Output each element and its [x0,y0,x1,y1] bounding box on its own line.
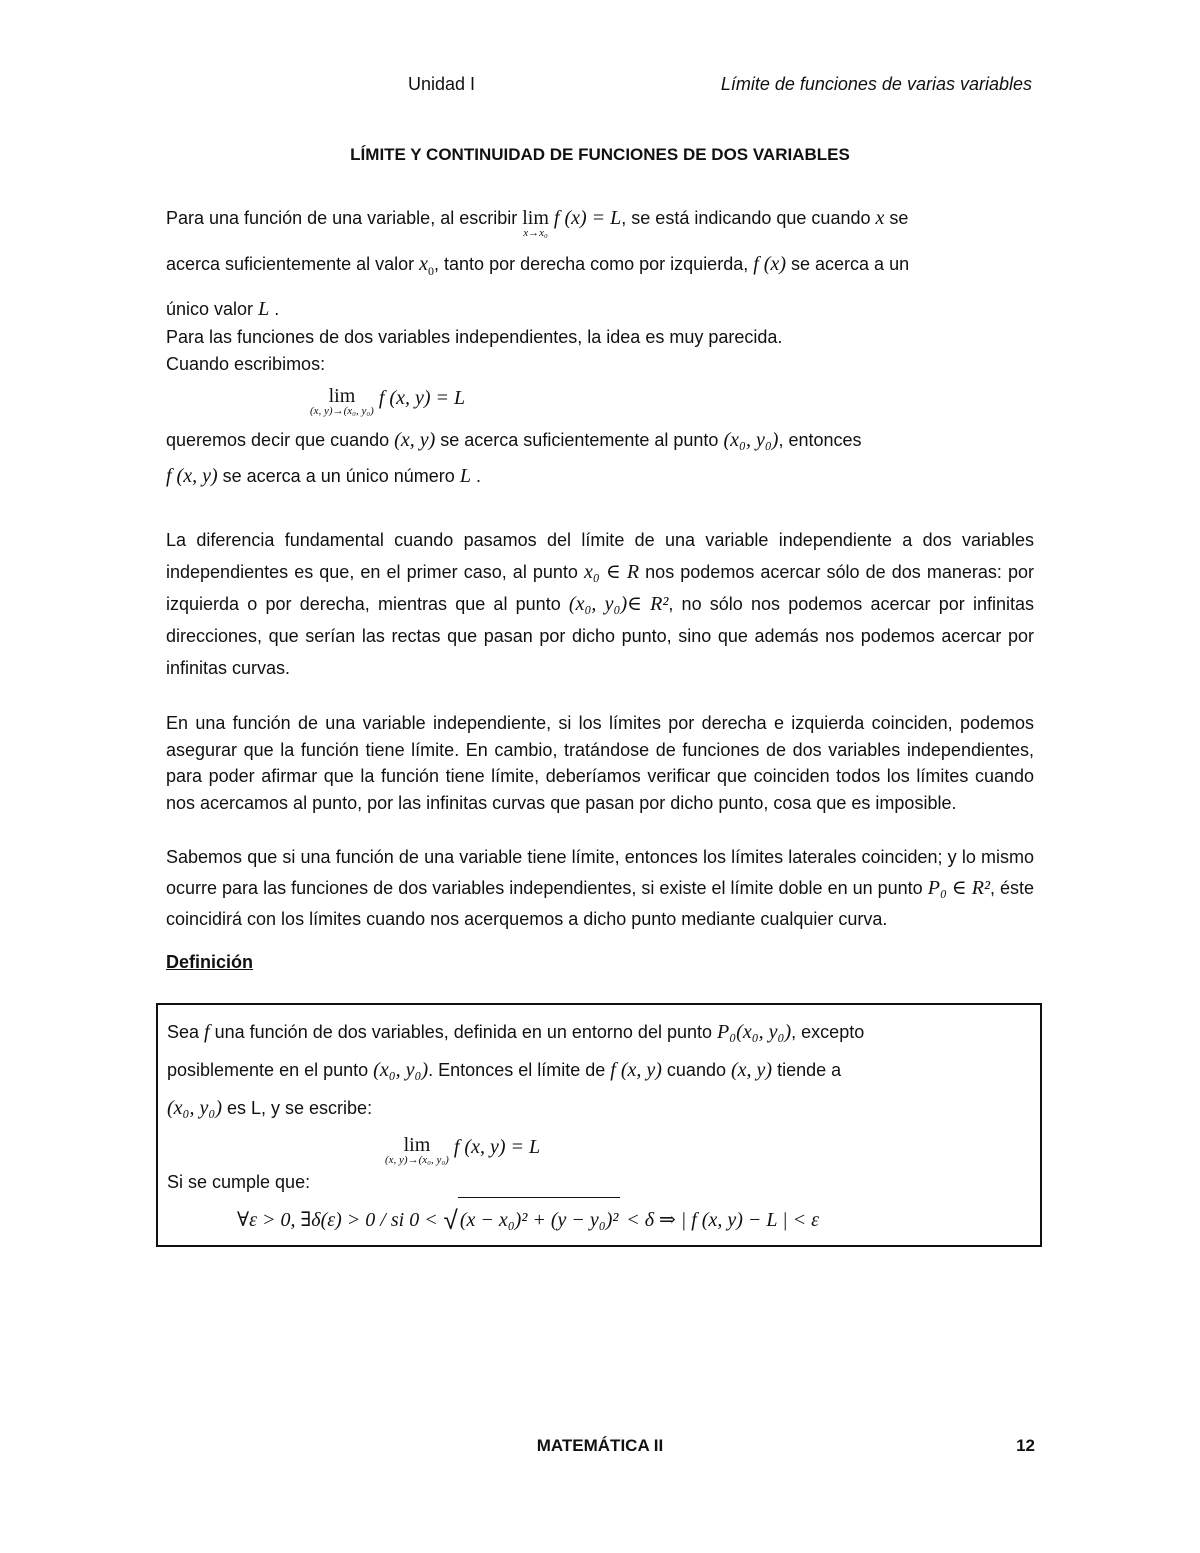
limit-expression: lim x→x₀ [522,207,549,239]
page-title: LÍMITE Y CONTINUIDAD DE FUNCIONES DE DOS VARIABLES [350,145,850,164]
definition-box [156,1003,1042,1247]
page-number: 12 [1016,1436,1035,1455]
epsilon-delta-formula: ∀ε > 0, ∃δ(ε) > 0 / si 0 < √ (x − x₀)² + (y − y₀)² < δ ⇒ | f (x, y) − L | < ε [167,1197,1032,1242]
paragraph-double-limit: Sabemos que si una función de una variable tiene límite, entonces los límites laterales coinciden; y lo mismo ocurre para las funciones de dos variables independientes, si existe el límite doble en un punto P₀ ∈ R², éste coincidirá con los límites cuando nos acerquemos a dicho punto mediante cualquier curva. [166,847,1034,929]
definition-formula: lim (x, y)→(x₀, y₀) f (x, y) = L [385,1134,541,1166]
header-topic: Límite de funciones de varias variables [720,74,1032,94]
paragraph-lateral-limits: En una función de una variable independiente, si los límites por derecha e izquierda coinciden, podemos asegurar que la función tiene límite. En cambio, tratándose de funciones de dos variables independientes, para poder afirmar que la función tiene límite, deberíamos verificar que coinciden todos los límites cuando nos acercamos al punto, por las infinitas curvas que pasan por dicho punto, cosa que es imposible. [166,713,1034,813]
footer-course: MATEMÁTICA II [536,1436,664,1455]
main-content [166,195,1034,976]
double-limit-formula: lim (x, y)→(x₀, y₀) f (x, y) = L [310,385,466,417]
definition-line-3: (x₀, y₀) es L, y se escribe: [167,1097,373,1119]
paragraph-difference: La diferencia fundamental cuando pasamos del límite de una variable independiente a dos variables independientes es que, en el primer caso, al punto x₀ ∈ R nos podemos acercar sólo de dos maneras: por izquierda o por derecha, mientras que al punto (x₀, y₀)∈ R², no sólo nos podemos acercar por infinitas direcciones, que serían las rectas que pasan por dicho punto, sino que además nos podemos acercar por infinitas curvas. [166,530,1034,678]
definition-line-1: Sea f una función de dos variables, definida en un entorno del punto P₀(x₀, y₀), excepto [167,1021,865,1043]
intro-paragraph: Para una función de una variable, al escribir lim x→x₀ f (x) = L, se está indicando que cuando x se acerca suficientemente al valor $x_0$, tanto por derecha como por izquierda, f (x) se acerca a un [166,207,910,278]
header-unit: Unidad I [408,74,476,94]
definition-condition-label: Si se cumple que: [167,1172,311,1192]
intro-unique-value: único valor L . [166,298,280,320]
intro-two-variables: Para las funciones de dos variables independientes, la idea es muy parecida. [166,327,783,347]
definition-heading: Definición [166,952,254,972]
intro-when-we-write: Cuando escribimos: [166,354,326,374]
definition-line-2: posiblemente en el punto (x₀, y₀). Entonces el límite de f (x, y) cuando (x, y) tiende a [167,1059,842,1081]
intro-meaning: queremos decir que cuando (x, y) se acerca suficientemente al punto (x₀, y₀), entonces f (x, y) se acerca a un único número L . [166,429,862,487]
